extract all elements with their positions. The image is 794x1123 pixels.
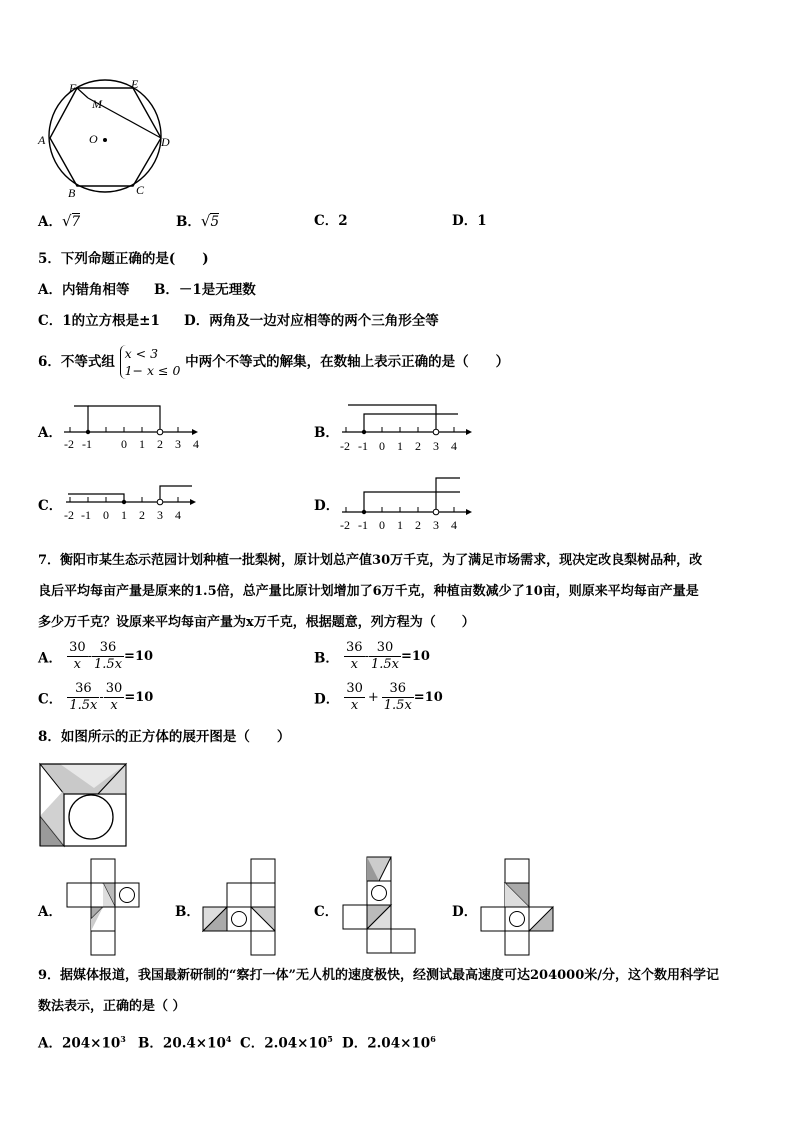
net-option-b xyxy=(202,858,282,956)
point-label-c: C xyxy=(136,183,145,197)
svg-text:4: 4 xyxy=(175,508,181,522)
svg-text:4: 4 xyxy=(451,439,457,453)
svg-text:-2: -2 xyxy=(340,439,350,453)
q6-option-d-label: D． xyxy=(314,498,340,514)
q4-option-d: D．1 xyxy=(452,213,487,229)
svg-text:2: 2 xyxy=(415,518,421,532)
q8-option-a-label: A． xyxy=(38,904,62,920)
point-label-e: E xyxy=(131,77,139,91)
q7-option-c: C． $\frac{36}{1.5x}$ - $\frac{30}{x}$ =10 xyxy=(38,681,154,713)
svg-text:-1: -1 xyxy=(358,439,368,453)
q9-stem-line1: 9．据媒体报道，我国最新研制的“察打一体”无人机的速度极快，经测试最高速度可达204000米/分，这个数用科学记 xyxy=(38,968,720,983)
svg-text:2: 2 xyxy=(415,439,421,453)
q9-option-b: B．$20.4\times 10^4$ xyxy=(138,1034,232,1052)
q8-option-d-label: D． xyxy=(452,904,478,920)
sqrt-sign: √ xyxy=(200,212,211,230)
q7-stem-line1: 7．衡阳市某生态示范园计划种植一批梨树，原计划总产值30万千克，为了满足市场需求，现决定改良梨树品种，改 xyxy=(38,553,703,568)
svg-text:1: 1 xyxy=(397,439,403,453)
svg-text:3: 3 xyxy=(157,508,163,522)
point-label-a: A xyxy=(38,133,46,147)
cube-figure xyxy=(38,760,130,848)
q7-option-d: D． $\frac{30}{x}$ + $\frac{36}{1.5x}$ =10 xyxy=(314,681,443,713)
svg-text:3: 3 xyxy=(433,518,439,532)
svg-text:1: 1 xyxy=(139,437,145,451)
svg-text:-2: -2 xyxy=(340,518,350,532)
svg-text:3: 3 xyxy=(433,439,439,453)
q7-option-b: B． $\frac{36}{x}$ - $\frac{30}{1.5x}$ =10 xyxy=(314,640,430,672)
svg-text:-2: -2 xyxy=(64,437,74,451)
hexagon xyxy=(50,88,161,186)
svg-text:1: 1 xyxy=(121,508,127,522)
svg-text:2: 2 xyxy=(157,437,163,451)
q9-stem-line2: 数法表示，正确的是（ ） xyxy=(38,999,186,1014)
q8-stem: 8．如图所示的正方体的展开图是（ ） xyxy=(38,729,291,745)
hexagon-circle-figure xyxy=(36,76,176,200)
svg-text:-1: -1 xyxy=(82,437,92,451)
q8-option-b-label: B． xyxy=(175,904,200,920)
q9-option-c: C．$2.04\times 10^5$ xyxy=(240,1034,333,1052)
svg-text:4: 4 xyxy=(451,518,457,532)
number-line-d xyxy=(338,472,478,534)
q5-option-b: B．－1是无理数 xyxy=(154,282,256,298)
circle-o xyxy=(49,80,161,192)
net-option-c xyxy=(342,856,422,958)
svg-text:1: 1 xyxy=(397,518,403,532)
svg-text:0: 0 xyxy=(103,508,109,522)
svg-text:-1: -1 xyxy=(81,508,91,522)
svg-text:2: 2 xyxy=(139,508,145,522)
point-label-m: M xyxy=(92,97,102,111)
svg-text:0: 0 xyxy=(121,437,127,451)
q9-option-a: A．$204\times 10^3$ xyxy=(38,1034,126,1052)
q5-stem: 5．下列命题正确的是( ) xyxy=(38,251,209,267)
q4-option-c: C．2 xyxy=(314,213,348,229)
q4-option-b: B．√5 xyxy=(176,212,220,230)
q7-option-a: A． $\frac{30}{x}$ - $\frac{36}{1.5x}$ =10 xyxy=(38,640,154,672)
segment-fm xyxy=(77,88,88,98)
sqrt-sign: √ xyxy=(61,212,72,230)
q6-option-a-label: A． xyxy=(38,425,62,441)
q5-option-a: A．内错角相等 xyxy=(38,282,130,298)
svg-text:-1: -1 xyxy=(358,518,368,532)
q9-option-d: D．$2.04\times 10^6$ xyxy=(342,1034,436,1052)
point-label-b: B xyxy=(68,186,76,200)
q6-stem: 6．不等式组 x < 3 1− x ≤ 0 中两个不等式的解集，在数轴上表示正确的是（ ） xyxy=(38,346,510,378)
center-dot xyxy=(103,138,107,142)
q8-option-c-label: C． xyxy=(314,904,339,920)
q5-option-d: D．两角及一边对应相等的两个三角形全等 xyxy=(184,313,439,329)
q4-option-a: A．√7 xyxy=(38,212,81,230)
svg-text:-2: -2 xyxy=(64,508,74,522)
net-option-a xyxy=(66,858,142,956)
number-line-c xyxy=(62,476,202,526)
point-label-d: D xyxy=(161,135,170,149)
q5-option-c: C．1的立方根是±1 xyxy=(38,313,160,329)
q7-stem-line3: 多少万千克？设原来平均每亩产量为x万千克，根据题意，列方程为（ ） xyxy=(38,615,475,630)
number-line-a xyxy=(60,398,200,456)
point-label-f: F xyxy=(69,81,77,95)
svg-text:4: 4 xyxy=(193,437,199,451)
q6-option-c-label: C． xyxy=(38,498,63,514)
point-label-o: O xyxy=(89,132,98,146)
q7-stem-line2: 良后平均每亩产量是原来的1.5倍，总产量比原计划增加了6万千克，种植亩数减少了10亩，则原来平均每亩产量是 xyxy=(38,584,699,599)
svg-text:0: 0 xyxy=(379,439,385,453)
net-option-d xyxy=(480,858,560,956)
inequality-system: x < 3 1− x ≤ 0 xyxy=(120,345,181,379)
q6-option-b-label: B． xyxy=(314,425,339,441)
svg-text:3: 3 xyxy=(175,437,181,451)
number-line-b xyxy=(338,398,478,456)
svg-text:0: 0 xyxy=(379,518,385,532)
